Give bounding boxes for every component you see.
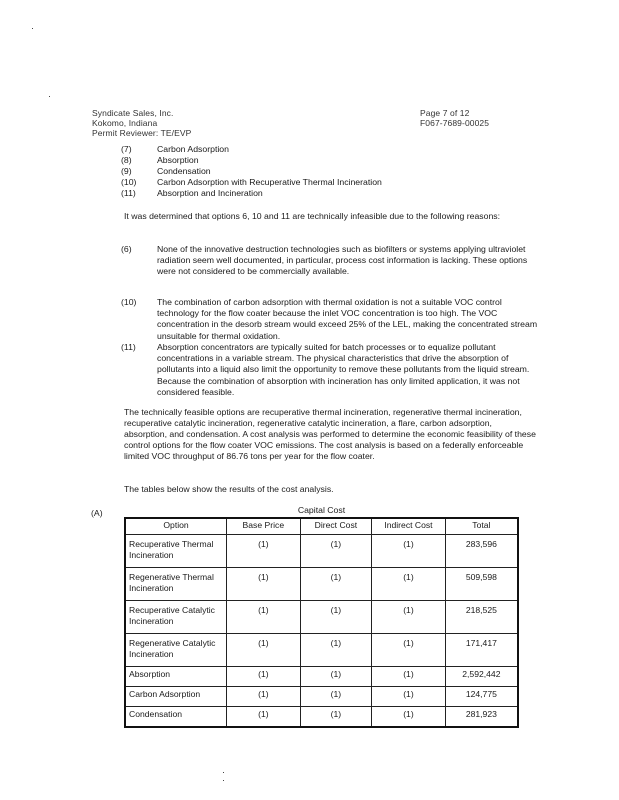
header-company: Syndicate Sales, Inc. [92, 108, 174, 118]
scan-speck [223, 772, 224, 773]
list-item-number: (7) [121, 144, 132, 154]
cell-indirect-cost: (1) [372, 634, 446, 667]
scan-speck [49, 96, 50, 97]
cell-total: 281,923 [445, 707, 518, 728]
reason-item [121, 342, 541, 398]
cell-base-price: (1) [227, 634, 301, 667]
table-row [125, 634, 518, 667]
cell-total: 2,592,442 [445, 667, 518, 687]
document-header-left [92, 108, 191, 138]
cell-base-price: (1) [227, 568, 301, 601]
reason-text: The combination of carbon adsorption with thermal oxidation is not a suitable VOC control technology for the flow coater because the inlet VOC concentration is too high. The VOC concentration in the desorb stream would exceed 25% of the LEL, making the concentrated stream unsuitable for thermal oxidation. [157, 297, 538, 341]
cell-total: 171,417 [445, 634, 518, 667]
table-title: Capital Cost [297, 505, 346, 515]
cell-direct-cost: (1) [300, 601, 372, 634]
list-item-number: (9) [121, 166, 132, 176]
cell-base-price: (1) [227, 667, 301, 687]
column-header-base-price: Base Price [227, 518, 301, 535]
table-marker: (A) [91, 508, 103, 518]
table-row [125, 601, 518, 634]
column-header-total: Total [445, 518, 518, 535]
table-row [125, 707, 518, 728]
list-item-label: Condensation [157, 166, 211, 176]
table-header-row [125, 518, 518, 535]
cell-option: Recuperative Catalytic Incineration [125, 601, 227, 634]
list-item-label: Absorption [157, 155, 199, 165]
cell-direct-cost: (1) [300, 535, 372, 568]
cell-total: 218,525 [445, 601, 518, 634]
cell-option: Carbon Adsorption [125, 687, 227, 707]
list-item-label: Carbon Adsorption with Recuperative Thermal Incineration [157, 177, 382, 187]
cell-direct-cost: (1) [300, 634, 372, 667]
reason-number: (10) [121, 297, 137, 307]
list-item-number: (8) [121, 155, 132, 165]
cell-direct-cost: (1) [300, 687, 372, 707]
intro-paragraph: It was determined that options 6, 10 and 11 are technically infeasible due to the following reasons: [124, 211, 501, 221]
cell-total: 509,598 [445, 568, 518, 601]
cell-option: Absorption [125, 667, 227, 687]
scan-speck [223, 780, 224, 781]
cell-option: Regenerative Catalytic Incineration [125, 634, 227, 667]
table-row [125, 568, 518, 601]
cell-indirect-cost: (1) [372, 535, 446, 568]
column-header-option: Option [125, 518, 227, 535]
cell-option: Regenerative Thermal Incineration [125, 568, 227, 601]
reason-item [121, 244, 541, 278]
header-location: Kokomo, Indiana [92, 118, 158, 128]
cell-option: Recuperative Thermal Incineration [125, 535, 227, 568]
capital-cost-table [124, 517, 519, 728]
cell-direct-cost: (1) [300, 568, 372, 601]
table-row [125, 687, 518, 707]
header-permit-reviewer: Permit Reviewer: TE/EVP [92, 128, 192, 138]
cell-direct-cost: (1) [300, 707, 372, 728]
header-page-number: Page 7 of 12 [420, 108, 470, 118]
reason-number: (6) [121, 244, 132, 254]
reason-text: Absorption concentrators are typically suited for batch processes or to equalize pollutant concentrations in a variable stream. The physical characteristics that drive the absorption of pollutants into a liquid also limit the opportunity to remove these pollutants from the liquid stream. Because the combination of absorption with incineration has only limited application, it was not considered feasible. [157, 342, 530, 397]
reason-number: (11) [121, 342, 136, 352]
cell-total: 124,775 [445, 687, 518, 707]
cell-indirect-cost: (1) [372, 667, 446, 687]
cell-indirect-cost: (1) [372, 707, 446, 728]
table-row [125, 535, 518, 568]
cell-base-price: (1) [227, 601, 301, 634]
header-permit-id: F067-7689-00025 [420, 118, 490, 128]
document-header-right [420, 108, 489, 128]
list-item-number: (10) [121, 177, 137, 187]
cell-base-price: (1) [227, 707, 301, 728]
list-item-label: Absorption and Incineration [157, 188, 263, 198]
cell-indirect-cost: (1) [372, 687, 446, 707]
tables-intro: The tables below show the results of the cost analysis. [124, 484, 334, 494]
reason-item [121, 297, 541, 342]
cell-base-price: (1) [227, 687, 301, 707]
cell-indirect-cost: (1) [372, 601, 446, 634]
scan-speck [32, 28, 33, 29]
table-row [125, 667, 518, 687]
list-item-number: (11) [121, 188, 136, 198]
column-header-indirect-cost: Indirect Cost [372, 518, 446, 535]
cell-option: Condensation [125, 707, 227, 728]
list-item-label: Carbon Adsorption [157, 144, 229, 154]
cell-indirect-cost: (1) [372, 568, 446, 601]
cell-base-price: (1) [227, 535, 301, 568]
cell-total: 283,596 [445, 535, 518, 568]
column-header-direct-cost: Direct Cost [300, 518, 372, 535]
feasible-options-paragraph: The technically feasible options are recuperative thermal incineration, regenerative thermal incineration, recuperative catalytic incineration, regenerative catalytic incineration, a flare, carbon adsorption, absorption, and condensation. A cost analysis was performed to determine the economic feasibility of these control options for the flow coater VOC emissions. The cost analysis is based on a federally enforceable limited VOC throughput of 86.76 tons per year for the flow coater. [124, 407, 536, 461]
reason-text: None of the innovative destruction technologies such as biofilters or systems applying ultraviolet radiation seem well documented, in particular, process cost information is lacking. These options were not considered to be commercially available. [157, 244, 528, 277]
cell-direct-cost: (1) [300, 667, 372, 687]
